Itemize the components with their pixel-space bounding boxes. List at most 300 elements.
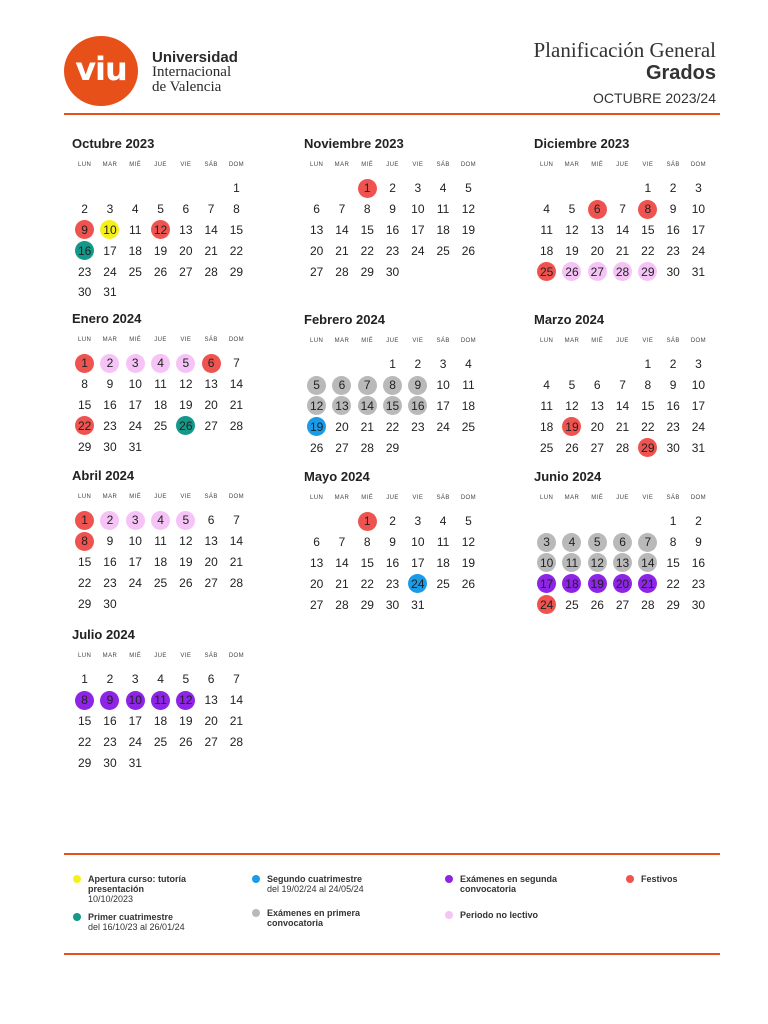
day-number: 17 <box>128 554 142 569</box>
day-cell <box>355 240 380 261</box>
day-cell <box>585 594 610 615</box>
day-number: 19 <box>461 555 476 570</box>
day-number: 24 <box>128 575 142 590</box>
day-cell <box>304 199 329 220</box>
day-cell <box>72 353 97 374</box>
day-number: 25 <box>565 597 579 612</box>
day-cell <box>635 178 660 199</box>
day-cell <box>585 416 610 437</box>
empty-cell <box>329 178 354 199</box>
day-cell <box>224 690 249 711</box>
day-cell <box>610 240 635 261</box>
day-number: 9 <box>106 377 114 392</box>
day-cell <box>123 240 148 261</box>
day-number: 15 <box>360 222 374 237</box>
day-number: 19 <box>153 243 168 258</box>
day-number: 23 <box>691 576 706 591</box>
day-cell <box>97 261 122 282</box>
day-cell <box>660 437 685 458</box>
day-cell <box>173 199 198 220</box>
day-cell <box>123 752 148 773</box>
day-cell <box>173 531 198 552</box>
day-cell <box>430 199 455 220</box>
weekday-label: MAR <box>334 338 350 344</box>
day-number: 30 <box>385 597 400 612</box>
weekday-label: MAR <box>102 337 118 343</box>
day-number: 2 <box>414 357 422 372</box>
day-number: 28 <box>360 440 374 455</box>
day-number: 21 <box>229 713 244 728</box>
day-number: 28 <box>229 575 244 590</box>
weekday-label: MIÉ <box>129 337 142 343</box>
day-cell <box>660 178 685 199</box>
day-cell <box>686 416 711 437</box>
day-cell <box>559 437 584 458</box>
day-number: 23 <box>666 243 680 258</box>
day-cell <box>355 396 380 417</box>
day-number: 3 <box>131 356 139 371</box>
day-number: 12 <box>179 377 193 392</box>
day-cell <box>224 240 249 261</box>
empty-cell <box>610 178 635 199</box>
day-number: 12 <box>179 534 193 549</box>
day-number: 10 <box>539 555 554 570</box>
weekday-label: SÁB <box>666 338 680 344</box>
day-cell <box>97 436 122 457</box>
weekday-label: DOM <box>690 338 707 344</box>
day-number: 11 <box>154 377 167 392</box>
day-number: 23 <box>103 575 117 590</box>
legend-note: del 19/02/24 al 24/05/24 <box>267 884 364 894</box>
empty-cell <box>123 178 148 199</box>
day-number: 8 <box>81 534 88 549</box>
day-cell <box>224 178 249 199</box>
day-cell <box>610 199 635 220</box>
day-number: 10 <box>128 693 142 708</box>
empty-cell <box>635 511 660 532</box>
day-cell <box>173 395 198 416</box>
day-number: 20 <box>309 243 324 258</box>
day-number: 19 <box>309 419 324 434</box>
day-cell <box>610 396 635 417</box>
day-number: 14 <box>615 222 630 237</box>
day-number: 31 <box>103 285 117 300</box>
day-cell <box>304 240 329 261</box>
day-cell <box>148 731 173 752</box>
day-number: 27 <box>309 264 324 279</box>
day-number: 6 <box>593 378 601 393</box>
day-cell <box>380 532 405 553</box>
day-number: 28 <box>229 418 244 433</box>
day-cell <box>72 531 97 552</box>
weekday-label: JUE <box>386 162 399 168</box>
day-cell <box>559 240 584 261</box>
title-line2: Grados <box>645 62 716 84</box>
day-cell <box>97 731 122 752</box>
day-grid <box>534 511 714 615</box>
day-number: 1 <box>81 513 88 528</box>
day-cell <box>97 593 122 614</box>
day-number: 16 <box>691 555 706 570</box>
day-cell <box>559 375 584 396</box>
day-grid <box>534 178 714 282</box>
day-number: 22 <box>360 243 374 258</box>
day-number: 16 <box>385 222 400 237</box>
day-number: 16 <box>411 398 425 413</box>
empty-cell <box>585 511 610 532</box>
day-number: 2 <box>106 356 114 371</box>
day-number: 12 <box>179 693 193 708</box>
day-number: 1 <box>81 356 88 371</box>
day-number: 22 <box>77 418 92 433</box>
day-number: 15 <box>641 222 655 237</box>
day-cell <box>585 396 610 417</box>
day-cell <box>660 261 685 282</box>
day-number: 13 <box>309 555 324 570</box>
day-cell <box>456 553 481 574</box>
day-number: 6 <box>182 202 190 217</box>
day-cell <box>456 573 481 594</box>
day-cell <box>380 240 405 261</box>
day-cell <box>72 415 97 436</box>
day-cell <box>559 199 584 220</box>
day-number: 20 <box>590 419 604 434</box>
day-cell <box>534 437 559 458</box>
day-cell <box>534 220 559 241</box>
day-number: 17 <box>128 713 142 728</box>
day-cell <box>380 573 405 594</box>
weekday-label: SÁB <box>666 495 680 501</box>
day-number: 30 <box>666 440 680 455</box>
day-number: 14 <box>335 222 349 237</box>
day-number: 25 <box>153 575 168 590</box>
day-number: 4 <box>131 202 139 217</box>
day-number: 4 <box>439 514 447 529</box>
day-cell <box>686 261 711 282</box>
day-cell <box>198 240 223 261</box>
day-number: 1 <box>81 672 88 687</box>
weekday-label: MIÉ <box>361 495 374 501</box>
day-cell <box>635 594 660 615</box>
day-number: 1 <box>389 357 396 372</box>
day-cell <box>405 354 430 375</box>
day-cell <box>534 416 559 437</box>
month-november-2023 <box>304 136 484 282</box>
weekday-label: MIÉ <box>591 338 604 344</box>
day-cell <box>635 199 660 220</box>
weekday-label: SÁB <box>436 495 450 501</box>
legend-dot <box>252 909 260 917</box>
day-number: 18 <box>436 555 450 570</box>
weekday-label: VIE <box>412 495 424 501</box>
day-cell <box>329 594 354 615</box>
day-cell <box>405 416 430 437</box>
day-number: 22 <box>77 734 92 749</box>
day-number: 3 <box>439 357 447 372</box>
day-number: 4 <box>157 356 164 371</box>
day-cell <box>123 395 148 416</box>
day-number: 5 <box>182 513 190 528</box>
day-cell <box>635 354 660 375</box>
day-cell <box>72 711 97 732</box>
month-title: Diciembre 2023 <box>534 136 630 151</box>
day-number: 10 <box>103 222 117 237</box>
weekday-label: SÁB <box>204 337 218 343</box>
day-cell <box>173 510 198 531</box>
legend-bottom-divider <box>64 953 720 955</box>
day-number: 1 <box>669 514 677 529</box>
legend-label: Exámenes en primera convocatoria <box>267 908 361 928</box>
day-number: 7 <box>619 202 626 217</box>
day-cell <box>198 531 223 552</box>
day-cell <box>355 261 380 282</box>
day-cell <box>329 375 354 396</box>
month-april-2024 <box>72 468 252 614</box>
day-cell <box>123 220 148 241</box>
day-cell <box>355 594 380 615</box>
weekday-label: DOM <box>460 495 477 501</box>
legend-note: del 16/10/23 al 26/01/24 <box>88 922 185 932</box>
university-name-line2: Internacional <box>152 64 232 80</box>
day-number: 6 <box>593 202 601 217</box>
weekday-header <box>534 162 714 172</box>
empty-cell <box>304 354 329 375</box>
day-number: 23 <box>411 419 425 434</box>
weekday-header <box>72 337 252 347</box>
day-cell <box>686 511 711 532</box>
weekday-label: DOM <box>460 338 477 344</box>
day-cell <box>224 711 249 732</box>
day-cell <box>686 594 711 615</box>
day-number: 13 <box>204 377 218 392</box>
day-number: 26 <box>590 597 604 612</box>
day-number: 15 <box>666 555 680 570</box>
title-line1: Planificación General <box>533 38 716 62</box>
day-cell <box>198 415 223 436</box>
day-number: 13 <box>204 534 218 549</box>
day-number: 21 <box>204 243 218 258</box>
day-number: 3 <box>695 181 702 196</box>
day-number: 16 <box>103 397 117 412</box>
day-number: 14 <box>615 398 630 413</box>
day-number: 17 <box>691 222 706 237</box>
day-number: 22 <box>641 419 655 434</box>
day-cell <box>329 396 354 417</box>
day-cell <box>456 375 481 396</box>
day-number: 20 <box>590 243 604 258</box>
day-number: 9 <box>669 378 677 393</box>
empty-cell <box>534 354 559 375</box>
day-cell <box>430 396 455 417</box>
university-name-line1: Universidad <box>152 49 238 66</box>
weekday-header <box>72 653 252 663</box>
day-number: 1 <box>644 357 652 372</box>
day-number: 7 <box>619 378 626 393</box>
month-december-2023 <box>534 136 714 282</box>
day-number: 3 <box>543 535 550 550</box>
empty-cell <box>304 178 329 199</box>
day-number: 13 <box>204 693 218 708</box>
day-number: 16 <box>77 243 92 258</box>
day-cell <box>329 240 354 261</box>
day-cell <box>123 261 148 282</box>
day-cell <box>123 510 148 531</box>
day-number: 25 <box>461 419 476 434</box>
empty-cell <box>534 511 559 532</box>
day-number: 27 <box>204 575 218 590</box>
day-cell <box>456 396 481 417</box>
day-cell <box>123 353 148 374</box>
day-cell <box>585 553 610 574</box>
legend-item-holiday <box>641 874 711 884</box>
month-title: Octubre 2023 <box>72 136 155 151</box>
day-number: 30 <box>666 264 680 279</box>
day-number: 27 <box>309 597 324 612</box>
day-number: 17 <box>691 398 706 413</box>
weekday-label: DOM <box>228 162 245 168</box>
day-cell <box>635 553 660 574</box>
day-number: 22 <box>229 243 244 258</box>
day-number: 15 <box>229 222 244 237</box>
day-number: 9 <box>389 202 396 217</box>
weekday-label: DOM <box>460 162 477 168</box>
day-cell <box>405 511 430 532</box>
day-number: 23 <box>77 264 92 279</box>
day-cell <box>686 375 711 396</box>
day-number: 15 <box>77 554 92 569</box>
weekday-label: MIÉ <box>129 162 142 168</box>
weekday-label: JUE <box>386 338 399 344</box>
weekday-header <box>534 338 714 348</box>
day-cell <box>148 374 173 395</box>
day-cell <box>198 552 223 573</box>
day-cell <box>405 594 430 615</box>
day-cell <box>97 240 122 261</box>
day-number: 18 <box>153 713 168 728</box>
day-cell <box>97 531 122 552</box>
day-cell <box>198 374 223 395</box>
day-cell <box>329 437 354 458</box>
day-cell <box>380 220 405 241</box>
day-number: 21 <box>335 243 349 258</box>
weekday-label: VIE <box>642 162 654 168</box>
day-number: 11 <box>540 398 553 413</box>
empty-cell <box>173 178 198 199</box>
day-cell <box>635 396 660 417</box>
day-number: 2 <box>106 513 114 528</box>
day-number: 14 <box>335 555 349 570</box>
day-number: 14 <box>360 398 374 413</box>
day-number: 6 <box>313 202 320 217</box>
day-number: 4 <box>465 357 472 372</box>
day-cell <box>97 711 122 732</box>
day-cell <box>610 573 635 594</box>
day-number: 16 <box>385 555 400 570</box>
empty-cell <box>585 178 610 199</box>
day-number: 16 <box>103 554 117 569</box>
day-cell <box>123 374 148 395</box>
day-cell <box>660 220 685 241</box>
day-cell <box>329 220 354 241</box>
day-number: 16 <box>103 713 117 728</box>
day-number: 25 <box>153 418 168 433</box>
day-number: 11 <box>154 534 167 549</box>
day-grid <box>72 669 252 773</box>
day-number: 17 <box>411 222 425 237</box>
day-cell <box>97 669 122 690</box>
day-cell <box>224 731 249 752</box>
empty-cell <box>72 178 97 199</box>
weekday-label: JUE <box>386 495 399 501</box>
day-cell <box>224 353 249 374</box>
day-number: 1 <box>233 181 240 196</box>
day-cell <box>173 374 198 395</box>
weekday-label: MAR <box>102 494 118 500</box>
day-number: 20 <box>204 397 218 412</box>
legend-note: 10/10/2023 <box>88 894 134 904</box>
day-cell <box>123 572 148 593</box>
weekday-header <box>534 495 714 505</box>
day-grid <box>304 354 484 458</box>
day-number: 17 <box>411 555 425 570</box>
weekday-label: JUE <box>616 162 629 168</box>
day-cell <box>224 220 249 241</box>
day-number: 27 <box>179 264 193 279</box>
day-cell <box>405 375 430 396</box>
day-number: 23 <box>103 418 117 433</box>
day-cell <box>534 532 559 553</box>
day-cell <box>610 220 635 241</box>
day-cell <box>355 416 380 437</box>
day-cell <box>660 199 685 220</box>
day-grid <box>72 510 252 614</box>
day-cell <box>610 375 635 396</box>
day-number: 29 <box>666 597 680 612</box>
day-number: 13 <box>615 555 630 570</box>
day-number: 8 <box>644 378 652 393</box>
day-number: 26 <box>153 264 168 279</box>
day-number: 12 <box>565 398 579 413</box>
day-number: 5 <box>568 378 576 393</box>
day-number: 14 <box>204 222 218 237</box>
day-number: 29 <box>77 755 92 770</box>
day-cell <box>198 731 223 752</box>
day-number: 20 <box>309 576 324 591</box>
legend-label: Segundo cuatrimestre <box>267 874 363 884</box>
day-cell <box>148 669 173 690</box>
weekday-label: LUN <box>540 162 554 168</box>
day-cell <box>304 396 329 417</box>
day-cell <box>635 261 660 282</box>
empty-cell <box>329 511 354 532</box>
day-number: 5 <box>465 514 472 529</box>
day-cell <box>72 240 97 261</box>
day-cell <box>72 510 97 531</box>
day-number: 21 <box>360 419 374 434</box>
day-cell <box>380 199 405 220</box>
day-number: 27 <box>335 440 349 455</box>
day-number: 23 <box>385 243 400 258</box>
empty-cell <box>534 178 559 199</box>
day-cell <box>380 354 405 375</box>
weekday-header <box>72 162 252 172</box>
day-cell <box>72 199 97 220</box>
day-number: 15 <box>77 713 92 728</box>
day-number: 24 <box>436 419 450 434</box>
day-number: 24 <box>691 419 706 434</box>
day-cell <box>430 553 455 574</box>
day-grid <box>72 353 252 457</box>
